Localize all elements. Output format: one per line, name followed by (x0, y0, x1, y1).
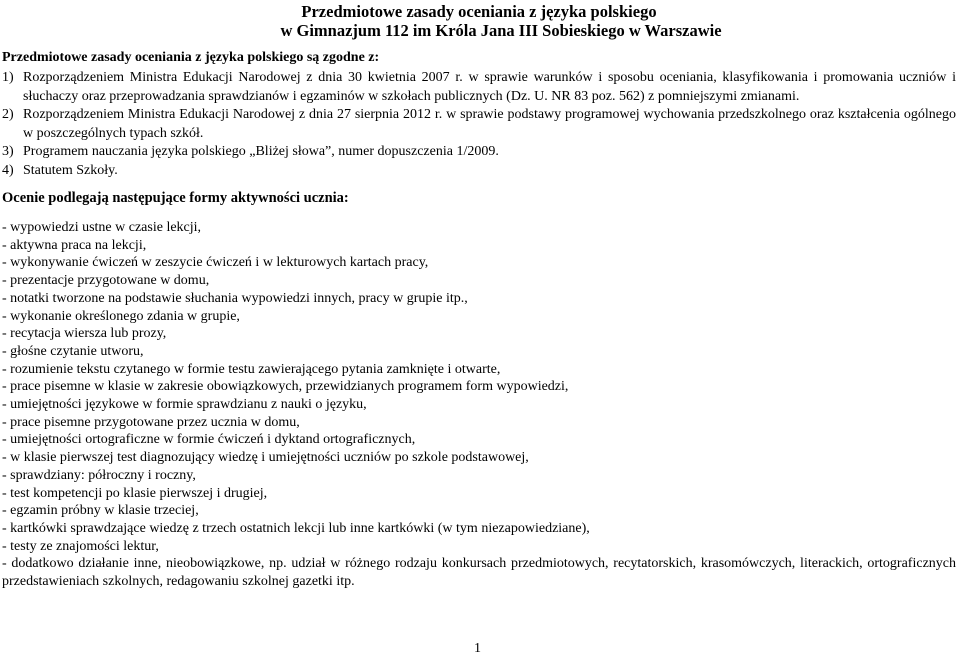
list-item: - dodatkowo działanie inne, nieobowiązkowe, np. udział w różnego rodzaju konkursach przedmiotowych, recytatorskich, krasomówczych, literackich, ortograficznych przedstawieniach szkolnych, redagowaniu szkolnej gazetki itp. (2, 556, 956, 590)
list-item: - prace pisemne przygotowane przez ucznia w domu, (2, 414, 300, 430)
activity-forms-list (2, 219, 956, 591)
regulation-number: 4) (2, 162, 14, 178)
list-item: - prace pisemne w klasie w zakresie obowiązkowych, przewidzianych programem form wypowiedzi, (2, 379, 569, 395)
regulation-item (2, 106, 956, 143)
page-number: 1 (474, 641, 481, 656)
document-title-line-2: w Gimnazjum 112 im Króla Jana III Sobieskiego w Warszawie (280, 21, 722, 40)
list-item: - notatki tworzone na podstawie słuchania wypowiedzi innych, pracy w grupie itp., (2, 290, 468, 306)
regulation-item (2, 69, 956, 106)
list-item: - umiejętności językowe w formie sprawdzianu z nauki o języku, (2, 397, 367, 413)
list-item: - prezentacje przygotowane w domu, (2, 273, 210, 289)
regulation-text: Programem nauczania języka polskiego „Bliżej słowa”, numer dopuszczenia 1/2009. (23, 144, 499, 159)
regulations-list (2, 69, 956, 180)
list-item: - kartkówki sprawdzające wiedzę z trzech ostatnich lekcji lub inne kartkówki (w tym niezapowiedziane), (2, 520, 590, 536)
regulation-item (2, 162, 956, 181)
list-item: - sprawdziany: półroczny i roczny, (2, 467, 196, 483)
list-item: - recytacja wiersza lub prozy, (2, 326, 167, 342)
regulation-item (2, 143, 956, 162)
document-title-line-1: Przedmiotowe zasady oceniania z języka polskiego (301, 2, 657, 21)
regulation-number: 3) (2, 144, 14, 159)
regulation-text: Rozporządzeniem Ministra Edukacji Narodowej z dnia 27 sierpnia 2012 r. w sprawie podstawy programowej wychowania przedszkolnego oraz kształcenia ogólnego w poszczególnych typach szkół. (23, 107, 956, 141)
regulation-text: Statutem Szkoły. (23, 162, 118, 178)
list-item: - test kompetencji po klasie pierwszej i drugiej, (2, 485, 268, 501)
list-item: - umiejętności ortograficzne w formie ćwiczeń i dyktand ortograficznych, (2, 432, 416, 448)
list-item: - wypowiedzi ustne w czasie lekcji, (2, 220, 202, 235)
list-item: - głośne czytanie utworu, (2, 343, 144, 359)
intro-statement: Przedmiotowe zasady oceniania z języka polskiego są zgodne z: (2, 50, 380, 65)
list-item: - wykonywanie ćwiczeń w zeszycie ćwiczeń i w lekturowych kartach pracy, (2, 255, 429, 271)
activity-forms-heading: Ocenie podlegają następujące formy aktywności ucznia: (2, 190, 349, 206)
list-item: - wykonanie określonego zdania w grupie, (2, 308, 240, 324)
list-item: - rozumienie tekstu czytanego w formie testu zawierającego pytania zamknięte i otwarte, (2, 361, 501, 377)
regulation-number: 2) (2, 107, 14, 122)
regulation-text: Rozporządzeniem Ministra Edukacji Narodowej z dnia 30 kwietnia 2007 r. w sprawie warunków i sposobu oceniania, klasyfikowania i promowania uczniów i słuchaczy oraz przeprowadzania sprawdzianów i egzaminów w szkołach publicznych (Dz. U. NR 83 poz. 562) z pomniejszymi zmianami. (23, 70, 956, 104)
list-item: - aktywna praca na lekcji, (2, 237, 147, 253)
list-item: - egzamin próbny w klasie trzeciej, (2, 503, 199, 519)
regulation-number: 1) (2, 70, 14, 85)
list-item: - testy ze znajomości lektur, (2, 538, 159, 554)
list-item: - w klasie pierwszej test diagnozujący wiedzę i umiejętności uczniów po szkole podstawowej, (2, 450, 529, 466)
document-header (2, 0, 956, 40)
